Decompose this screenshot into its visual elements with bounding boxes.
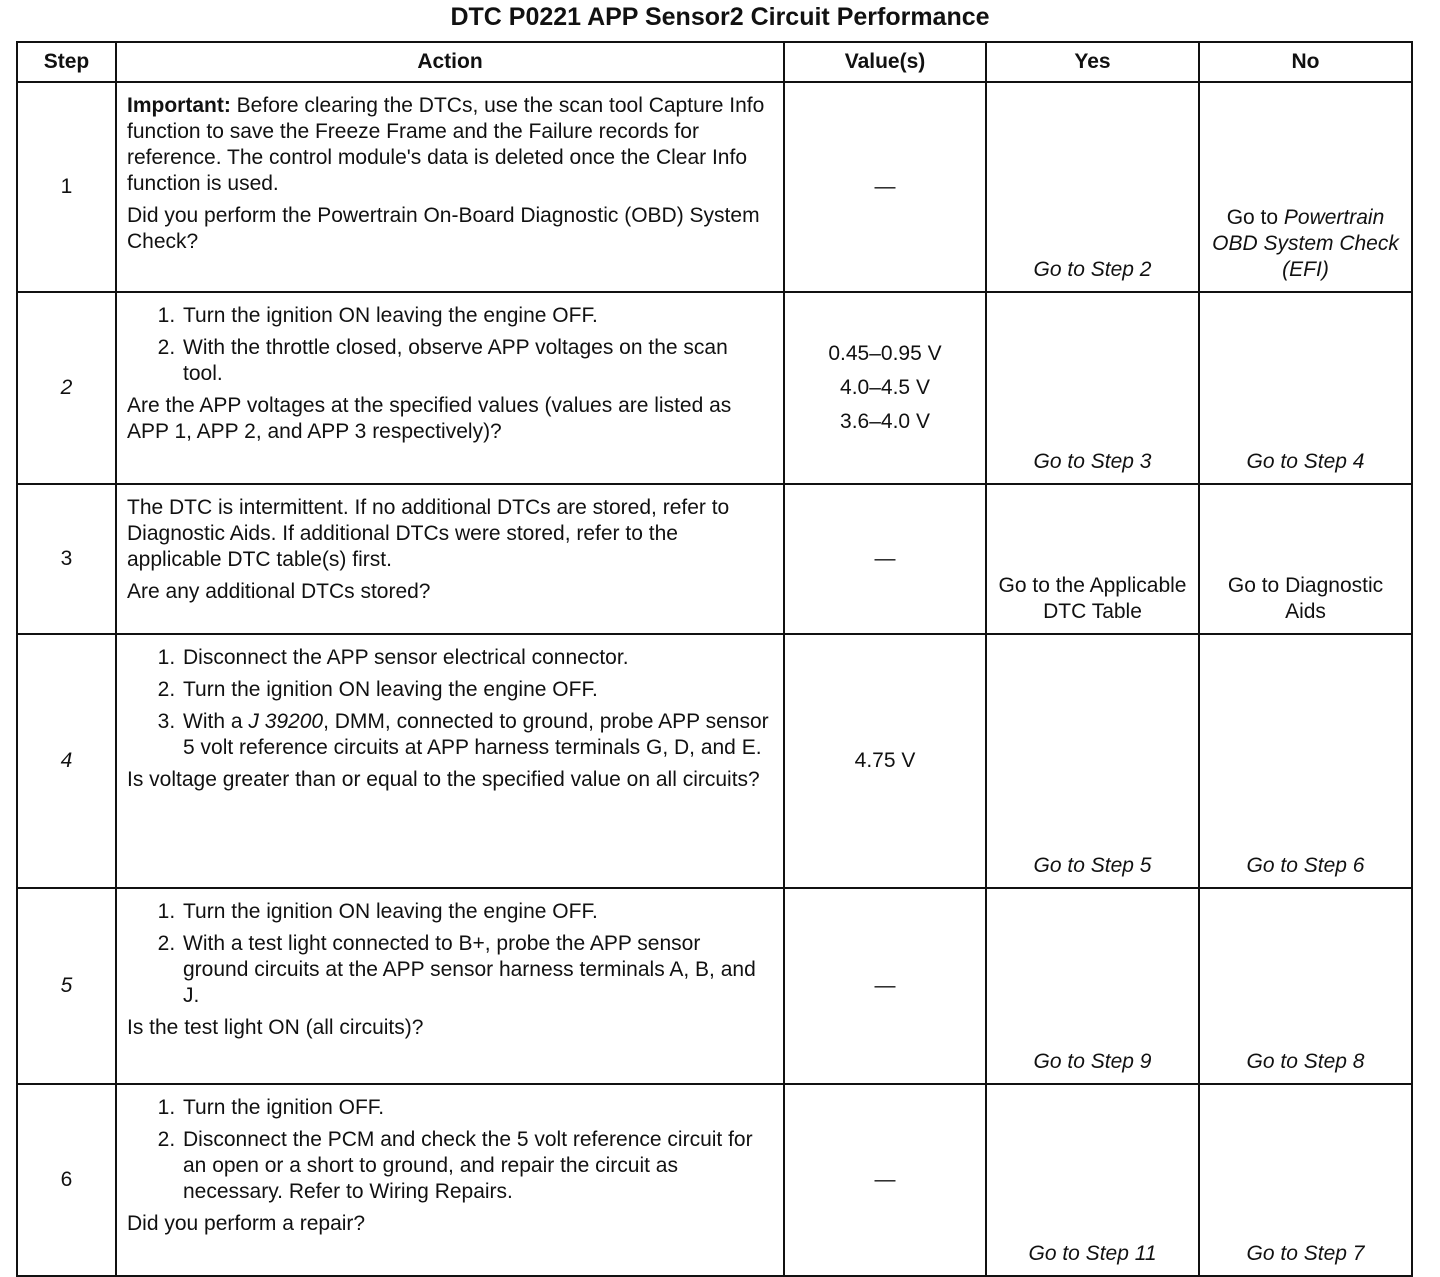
- no-reference: Powertrain OBD System Check (EFI): [1212, 206, 1399, 281]
- item-suffix: , DMM, connected to ground, probe APP sensor 5 volt reference circuits at APP harness terminals G, D, and E.: [183, 710, 769, 759]
- no-link[interactable]: Go to Step 4: [1199, 292, 1412, 484]
- action-text: The DTC is intermittent. If no additional DTCs are stored, refer to Diagnostic Aids. If additional DTCs were stored, refer to the applicable DTC table(s) first.: [127, 496, 730, 571]
- yes-link[interactable]: Go to Step 11: [986, 1084, 1199, 1276]
- value-cell: —: [784, 888, 986, 1084]
- no-link[interactable]: Go to Step 8: [1199, 888, 1412, 1084]
- value-cell: 4.75 V: [784, 634, 986, 888]
- diagnostic-table: [16, 41, 1413, 1277]
- value-cell: —: [784, 1084, 986, 1276]
- action-question: Did you perform a repair?: [127, 1212, 366, 1235]
- action-steps: [127, 303, 771, 387]
- important-note: [127, 93, 771, 197]
- header-no: No: [1199, 42, 1412, 82]
- action-step-item: 2. With the throttle closed, observe APP voltages on the scan tool.: [181, 335, 771, 387]
- page-title: DTC P0221 APP Sensor2 Circuit Performance: [450, 3, 990, 31]
- action-cell: [116, 484, 784, 634]
- value-item: 4.0–4.5 V: [840, 376, 930, 399]
- action-question: Is the test light ON (all circuits)?: [127, 1016, 424, 1039]
- step-number: 3: [17, 484, 116, 634]
- action-cell: [116, 292, 784, 484]
- important-text: Before clearing the DTCs, use the scan tool Capture Info function to save the Freeze Frame and the Failure records for reference. The control module's data is deleted once the Clear Info function is used.: [127, 94, 765, 195]
- action-question: Is voltage greater than or equal to the specified value on all circuits?: [127, 768, 760, 791]
- action-step-item: 2. Disconnect the PCM and check the 5 volt reference circuit for an open or a short to ground, and repair the circuit as necessary. Refer to Wiring Repairs.: [181, 1127, 771, 1205]
- action-step-item: 1. Turn the ignition ON leaving the engine OFF.: [181, 899, 771, 925]
- header-value: Value(s): [784, 42, 986, 82]
- action-cell: [116, 82, 784, 292]
- table-row: [17, 634, 1412, 888]
- value-item: 3.6–4.0 V: [840, 410, 930, 433]
- action-steps: [127, 899, 771, 1009]
- action-cell: [116, 1084, 784, 1276]
- action-step-item: [181, 709, 771, 761]
- table-row: [17, 888, 1412, 1084]
- value-cell: [784, 292, 986, 484]
- yes-link[interactable]: Go to Step 5: [986, 634, 1199, 888]
- header-action: Action: [116, 42, 784, 82]
- item-prefix: With a: [183, 710, 243, 733]
- no-link[interactable]: Go to Step 6: [1199, 634, 1412, 888]
- table-row: [17, 292, 1412, 484]
- action-cell: [116, 634, 784, 888]
- yes-link[interactable]: Go to Step 3: [986, 292, 1199, 484]
- action-steps: [127, 1095, 771, 1205]
- yes-link[interactable]: Go to Step 9: [986, 888, 1199, 1084]
- header-yes: Yes: [986, 42, 1199, 82]
- action-steps: [127, 645, 771, 761]
- action-question: Are any additional DTCs stored?: [127, 580, 431, 603]
- table-row: [17, 1084, 1412, 1276]
- action-step-item: 2. With a test light connected to B+, probe the APP sensor ground circuits at the APP sensor harness terminals A, B, and J.: [181, 931, 771, 1009]
- header-row: [17, 42, 1412, 82]
- yes-link[interactable]: Go to Step 2: [986, 82, 1199, 292]
- yes-link[interactable]: Go to the Applicable DTC Table: [986, 484, 1199, 634]
- action-question: Did you perform the Powertrain On-Board Diagnostic (OBD) System Check?: [127, 204, 760, 253]
- action-step-item: 1. Turn the ignition OFF.: [181, 1095, 771, 1121]
- step-number: 1: [17, 82, 116, 292]
- step-number: 5: [17, 888, 116, 1084]
- step-number: 4: [17, 634, 116, 888]
- no-prefix: Go to: [1226, 206, 1279, 229]
- header-step: Step: [17, 42, 116, 82]
- table-row: [17, 484, 1412, 634]
- value-cell: —: [784, 82, 986, 292]
- action-cell: [116, 888, 784, 1084]
- action-step-item: 1. Turn the ignition ON leaving the engine OFF.: [181, 303, 771, 329]
- action-step-item: 1. Disconnect the APP sensor electrical connector.: [181, 645, 771, 671]
- value-item: 0.45–0.95 V: [828, 342, 942, 365]
- table-row: [17, 82, 1412, 292]
- value-cell: —: [784, 484, 986, 634]
- step-number: 2: [17, 292, 116, 484]
- step-number: 6: [17, 1084, 116, 1276]
- important-label: Important:: [127, 94, 231, 117]
- action-step-item: 2. Turn the ignition ON leaving the engine OFF.: [181, 677, 771, 703]
- no-link[interactable]: Go to Diagnostic Aids: [1199, 484, 1412, 634]
- no-link[interactable]: Go to Step 7: [1199, 1084, 1412, 1276]
- no-link[interactable]: [1199, 82, 1412, 292]
- tool-reference: J 39200: [248, 710, 324, 733]
- action-question: Are the APP voltages at the specified values (values are listed as APP 1, APP 2, and APP 3 respectively)?: [127, 394, 732, 443]
